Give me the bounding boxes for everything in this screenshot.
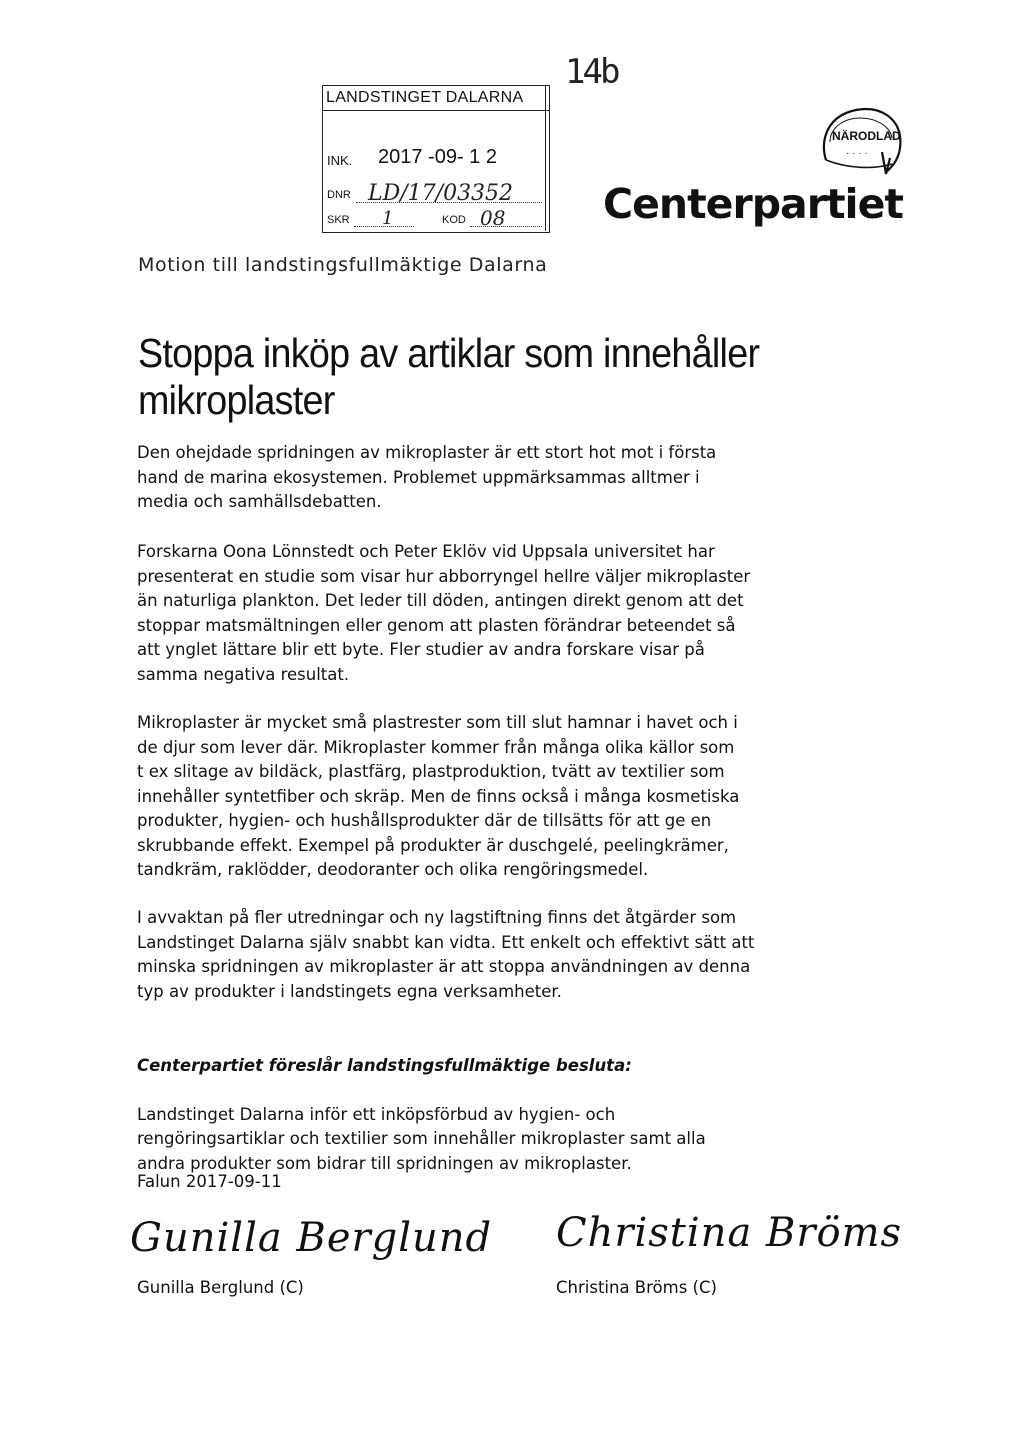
body-paragraph-4: I avvaktan på fler utredningar och ny lagstiftning finns det åtgärder som Landstinget Dalarna själv snabbt kan vidta. Ett enkelt och effektivt sätt att minska spridningen av mikroplaster är att stoppa användningen av denna typ av produkter i landstingets egna verksamheter. xyxy=(137,908,755,1001)
place-date: Falun 2017-09-11 xyxy=(137,1172,282,1191)
body-paragraph-2: Forskarna Oona Lönnstedt och Peter Eklöv vid Uppsala universitet har presenterat en studie som visar hur abborryngel hellre väljer mikroplaster än naturliga plankton. Det leder till döden, antingen direkt genom att det stoppar matsmältningen eller genom att plasten förändrar beteendet så att ynglet lättare blir ett byte. Fler studier av andra forskare visar på samma negativa resultat. xyxy=(137,542,751,684)
signature-1: Gunilla Berglund xyxy=(130,1215,493,1261)
stamp-right-border xyxy=(545,85,546,231)
stamp-dnr-value: LD/17/03352 xyxy=(368,181,514,206)
stamp-org: LANDSTINGET DALARNA xyxy=(326,89,524,106)
signatory-name-1: Gunilla Berglund (C) xyxy=(137,1278,304,1297)
party-logo-wordmark: Centerpartiet xyxy=(603,180,904,228)
proposal-block xyxy=(137,1029,897,1176)
signatory-name-2: Christina Bröms (C) xyxy=(556,1278,717,1297)
body-paragraph-3: Mikroplaster är mycket små plastrester som till slut hamnar i havet och i de djur som lever där. Mikroplaster kommer från många olika källor som t ex slitage av bildäck, plastfärg, plastproduktion, tvätt av textilier som innehåller syntetfiber och skräp. Men de finns också i många kosmetiska produkter, hygien- och hushållsprodukter där de tillsätts för att ge en skrubbande effekt. Exempel på produkter är duschgelé, peelingkrämer, tandkräm, raklödder, deodoranter och olika rengöringsmedel. xyxy=(137,713,740,879)
motion-header: Motion till landstingsfullmäktige Dalarna xyxy=(138,254,548,276)
page-mark: 14b xyxy=(565,52,618,92)
svg-text:· · · ·: · · · · xyxy=(846,148,868,159)
party-seal-icon xyxy=(816,102,906,182)
proposal-text: Landstinget Dalarna inför ett inköpsförbud av hygien- och rengöringsartiklar och textilier som innehåller mikroplaster samt alla andra produkter som bidrar till spridningen av mikroplaster. xyxy=(137,1104,706,1173)
stamp-ink-label: INK. xyxy=(327,153,353,168)
proposal-heading: Centerpartiet föreslår landstingsfullmäktige besluta: xyxy=(137,1055,632,1075)
party-seal-text: NÄRODLAD xyxy=(832,129,901,143)
stamp-kod-value: 08 xyxy=(480,206,506,230)
stamp-kod-label: KOD xyxy=(442,214,466,226)
page-title: Stoppa inköp av artiklar som innehåller mikroplaster xyxy=(138,330,760,423)
signature-2: Christina Bröms xyxy=(556,1210,903,1256)
stamp-ink-date: 2017 -09- 1 2 xyxy=(378,146,497,168)
stamp-skr-label: SKR xyxy=(327,214,350,226)
stamp-divider xyxy=(322,110,550,111)
stamp-skr-value: 1 xyxy=(382,208,394,229)
body-paragraph-1: Den ohejdade spridningen av mikroplaster är ett stort hot mot i första hand de marina ekosystemen. Problemet uppmärksammas alltmer i media och samhällsdebatten. xyxy=(137,443,717,511)
stamp-dnr-label: DNR xyxy=(327,189,351,201)
